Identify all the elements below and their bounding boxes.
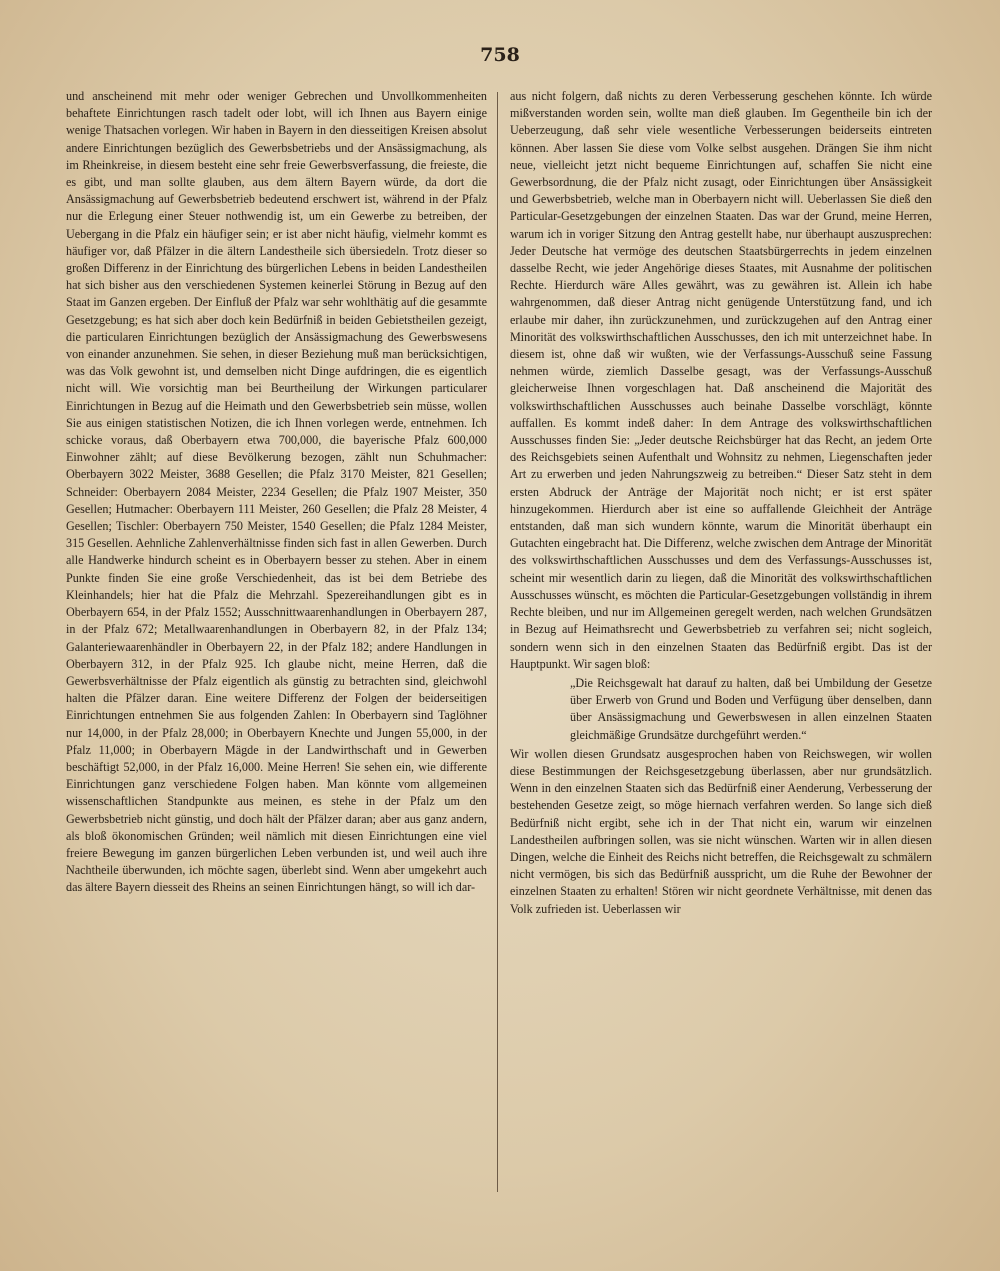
left-paragraph: und anscheinend mit mehr oder weniger Gebrechen und Unvollkommenheiten behaftete Einrichtungen rasch tadelt oder lobt, will ich Ihnen aus Bayern einige wenige Thatsachen vorlegen. Wir haben in Bayern in den diesseitigen Kreisen absolut andere Einrichtungen bezüglich des Gewerbsbetriebs und der Ansässigmachung, als im Rheinkreise, in diesem besteht eine sehr freie Gewerbsverfassung, die freieste, die es gibt, und man sollte glauben, aus dem ältern Bayern würde, da dort die Ansässigmachung auf Gewerbsbetrieb bedeutend erschwert ist, während in der Pfalz nur die Erlegung einer Steuer nothwendig ist, um ein Gewerbe zu betreiben, der Uebergang in die Pfalz ein häufiger sein; er ist aber nicht häufig, vielmehr kommt es häufiger vor, daß Pfälzer in die ältern Landestheile sich übersiedeln. Trotz dieser so großen Differenz in der Einrichtung des bürgerlichen Lebens in beiden Landestheilen hat sich bisher aus den verschiedenen Systemen keinerlei Störung in Bezug auf den Staat im Ganzen ergeben. Der Einfluß der Pfalz war sehr wohlthätig auf die gesammte Gesetzgebung; es hat sich aber doch kein Bedürfniß in beiden Gebietstheilen gezeigt, die particularen Einrichtungen bezüglich der Ansässigmachung des Gewerbswesens von einander anzunehmen. Sie sehen, in dieser Beziehung muß man berücksichtigen, was das Volk gewohnt ist, und demselben nicht Dinge aufdringen, die es eigentlich nicht will. Wie vorsichtig man bei Beurtheilung der Wirkungen particularer Einrichtungen in Bezug auf die Heimath und den Gewerbsbetrieb sein müsse, wollen Sie aus einigen statistischen Notizen, die ich Ihnen vorlegen werde, entnehmen. Ich schicke voraus, daß Oberbayern etwa 700,000, die bayerische Pfalz 600,000 Einwohner zählt; auf diese Bevölkerung bezogen, zählt nun Schuhmacher: Oberbayern 3022 Meister, 3688 Gesellen; die Pfalz 3170 Meister, 821 Gesellen; Schneider: Oberbayern 2084 Meister, 2234 Gesellen; die Pfalz 1907 Meister, 350 Gesellen; Hutmacher: Oberbayern 111 Meister, 260 Gesellen; die Pfalz 28 Meister, 4 Gesellen; Tischler: Oberbayern 750 Meister, 1540 Gesellen; die Pfalz 1284 Meister, 315 Gesellen. Aehnliche Zahlenverhältnisse finden sich fast in allen Gewerben. Durch alle Handwerke hindurch scheint es in Oberbayern besser zu stehen. Aber in einem Punkte finden Sie eine große Verschiedenheit, das ist bei dem Betriebe des Kleinhandels; hier hat die Pfalz die Mehrzahl. Spezereihandlungen gibt es in Oberbayern 654, in der Pfalz 1552; Ausschnittwaarenhandlungen in Oberbayern 287, in der Pfalz 672; Metallwaarenhandlungen in Oberbayern 82, in der Pfalz 134; Galanteriewaarenhändler in Oberbayern 22, in der Pfalz 182; andere Handlungen in Oberbayern 312, in der Pfalz 925. Ich glaube nicht, meine Herren, daß die Gewerbsverhältnisse der Pfalz eigentlich als günstig zu betrachten sind, gleichwohl halten die Pfälzer daran. Eine weitere Differenz der Folgen der beiderseitigen Einrichtungen entnehmen Sie aus folgenden Zahlen: In Oberbayern sind Taglöhner nur 14,000, in der Pfalz 28,000; in Oberbayern Knechte und Jungen 55,000, in der Pfalz 11,000; in Oberbayern Mägde in der Landwirthschaft und in Gewerben beschäftigt 52,000, in der Pfalz 16,000. Meine Herren! Sie sehen ein, wie differente Einrichtungen ganz verschiedene Folgen haben. Man könnte vom allgemeinen wissenschaftlichen Standpunkte aus meinen, es stehe in der Pfalz um den Gewerbsbetrieb nicht günstig, und doch hält der Pfälzer daran; aber aus ganz andern, als bloß ökonomischen Gründen; weil nämlich mit diesen Einrichtungen eine viel freiere Bewegung im ganzen bürgerlichen Leben verbunden ist, und weil auch ihre Nachtheile überwunden, ich möchte sagen, überlebt sind. Wenn aber umgekehrt auch das ältere Bayern diesseit des Rheins an seinen Einrichtungen hängt, so will ich dar-	[66, 89, 487, 895]
left-column	[66, 88, 487, 897]
right-column	[510, 88, 932, 918]
right-paragraph: aus nicht folgern, daß nichts zu deren Verbesserung geschehen könnte. Ich würde mißverstanden worden sein, wollte man dieß glauben. Im Gegentheile bin ich der Ueberzeugung, daß sehr viele wesentliche Verbesserungen beiderseits eintreten können. Aber lassen Sie diese vom Volke selbst ausgehen. Drängen Sie ihm nicht neue, vielleicht jetzt nicht bequeme Einrichtungen auf, schaffen Sie nicht eine Gewerbsordnung, die der Pfalz nicht zusagt, oder Einrichtungen über Ansässigkeit und Gewerbsbetrieb, welche man in Oberbayern nicht will. Ueberlassen Sie dieß den Particular-Gesetzgebungen der einzelnen Staaten. Das war der Grund, meine Herren, warum ich in voriger Sitzung den Antrag gestellt habe, nur überhaupt auszusprechen: Jeder Deutsche hat vermöge des deutschen Staatsbürgerrechts in jedem einzelnen dasselbe Recht, wie jeder Angehörige dieses Staates, mit Ausnahme der politischen Rechte. Hierdurch wäre Alles gewährt, was zu gewähren ist. Allein ich habe wahrgenommen, daß dieser Antrag nicht genügende Unterstützung fand, und ich erlaube mir daher, ihn zurückzunehmen, und zurückzugehen auf den Antrag einer Minorität des volkswirthschaftlichen Ausschusses, den ich mit unterzeichnet habe. In diesem ist, ohne daß wir wußten, wie der Verfassungs-Ausschuß seine Fassung nehmen würde, ziemlich Dasselbe gesagt, was der Verfassungs-Ausschuß gleicherweise Ihnen vorgeschlagen hat. Daß anscheinend die Majorität des volkswirthschaftlichen Ausschusses auch beinahe Dasselbe vorschlägt, könnte auffallen. Es kommt indeß daher: In dem Antrage des volkswirthschaftlichen Ausschusses finden Sie: „Jeder deutsche Reichsbürger hat das Recht, an jedem Orte des Reichsgebiets seinen Aufenthalt und Wohnsitz zu nehmen, Liegenschaften jeder Art zu erwerben und jeden Nahrungszweig zu betreiben.“ Dieser Satz steht in dem ersten Abdruck der Anträge der Majorität noch nicht; er ist erst später hinzugekommen. Hierdurch aber ist eine so auffallende Gleichheit der Anträge entstanden, daß man sich wundern könnte, warum die Minorität überhaupt ein Gutachten eingebracht hat. Die Differenz, welche zwischen dem Antrage der Minorität des volkswirthschaftlichen Ausschusses und dem des Verfassungs-Ausschusses ist, scheint mir wesentlich darin zu liegen, daß die Minorität des volkswirthschaftlichen Ausschusses wünscht, es möchten die Particular-Gesetzgebungen vollständig in ihrem Rechte bleiben, und nur im Allgemeinen geregelt werden, nach welchen Grundsätzen in Bezug auf Heimathsrecht und Gewerbsbetrieb zu verfahren sei; nicht sogleich, sondern wenn sich in den einzelnen Staaten das Bedürfniß ergibt. Das ist der Hauptpunkt. Wir sagen bloß:	[510, 89, 932, 671]
right-closing-paragraph: Wir wollen diesen Grundsatz ausgesprochen haben von Reichswegen, wir wollen diese Bestimmungen der Reichsgesetzgebung überlassen, aber nur grundsätzlich. Wenn in den einzelnen Staaten sich das Bedürfniß einer Aenderung, Verbesserung der bestehenden Gesetze zeigt, so möge hiernach verfahren werden. So lange sich dieß Bedürfniß nicht ergibt, sehe ich in der That nicht ein, warum wir einzelnen Landestheilen aufbringen sollen, was sie nicht wünschen. Warten wir in allen diesen Dingen, welche die Einheit des Reichs nicht betreffen, die Reichsgewalt zu schmälern nicht vermögen, bis sich das Bedürfniß ausspricht, um die Ruhe der Bewohner der einzelnen Staaten zu erhalten! Stören wir nicht geordnete Verhältnisse, mit denen das Volk zufrieden ist. Ueberlassen wir	[510, 746, 932, 916]
column-divider	[497, 92, 498, 1192]
page-number: 758	[480, 44, 520, 66]
block-quote: „Die Reichsgewalt hat darauf zu halten, daß bei Umbildung der Gesetze über Erwerb von Grund und Boden und Verfügung über denselben, dann über Ansässigmachung und Gewerbswesen in allen einzelnen Staaten gleichmäßige Grundsätze durchgeführt werden.“	[570, 675, 932, 742]
